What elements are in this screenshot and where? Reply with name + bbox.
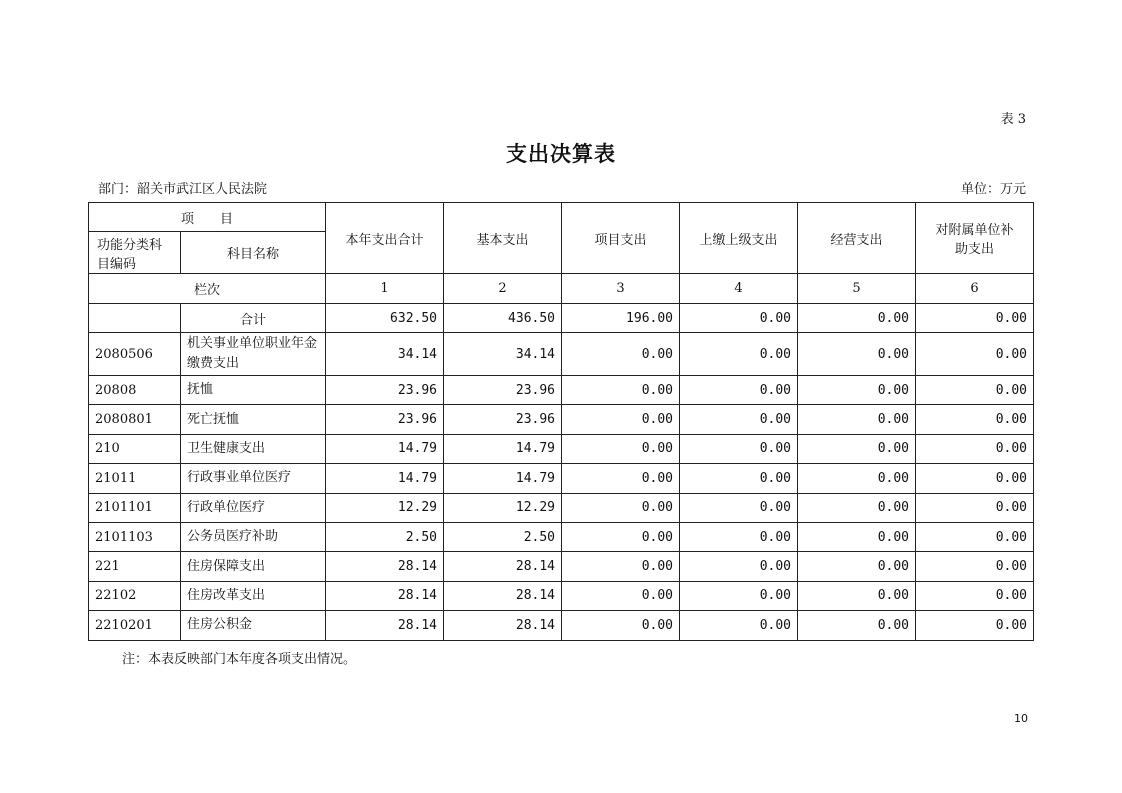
value-cell-4: 0.00 <box>680 581 798 610</box>
value-cell-2: 14.79 <box>444 434 562 463</box>
total-value-3: 196.00 <box>562 304 680 333</box>
row-index-1: 1 <box>326 274 444 304</box>
subject-name: 住房保障支出 <box>181 552 326 581</box>
table-row <box>89 581 1034 610</box>
function-code: 20808 <box>89 376 181 405</box>
row-index-2: 2 <box>444 274 562 304</box>
value-cell-3: 0.00 <box>562 522 680 551</box>
header-col-5: 经营支出 <box>798 203 916 274</box>
table-note: 注：本表反映部门本年度各项支出情况。 <box>122 652 357 667</box>
function-code: 2080801 <box>89 405 181 434</box>
value-cell-2: 28.14 <box>444 611 562 640</box>
value-cell-3: 0.00 <box>562 611 680 640</box>
value-cell-5: 0.00 <box>798 581 916 610</box>
row-index-3: 3 <box>562 274 680 304</box>
function-code: 2210201 <box>89 611 181 640</box>
table-row <box>89 434 1034 463</box>
total-value-4: 0.00 <box>680 304 798 333</box>
value-cell-1: 28.14 <box>326 581 444 610</box>
function-code: 210 <box>89 434 181 463</box>
value-cell-2: 28.14 <box>444 581 562 610</box>
value-cell-1: 14.79 <box>326 434 444 463</box>
value-cell-5: 0.00 <box>798 552 916 581</box>
value-cell-4: 0.00 <box>680 333 798 376</box>
value-cell-6: 0.00 <box>916 611 1034 640</box>
subject-name: 死亡抚恤 <box>181 405 326 434</box>
value-cell-2: 2.50 <box>444 522 562 551</box>
value-cell-1: 12.29 <box>326 493 444 522</box>
function-code: 2080506 <box>89 333 181 376</box>
subject-name: 抚恤 <box>181 376 326 405</box>
value-cell-4: 0.00 <box>680 522 798 551</box>
value-cell-4: 0.00 <box>680 611 798 640</box>
subject-name: 机关事业单位职业年金缴费支出 <box>181 333 326 376</box>
value-cell-4: 0.00 <box>680 434 798 463</box>
value-cell-6: 0.00 <box>916 376 1034 405</box>
value-cell-2: 12.29 <box>444 493 562 522</box>
function-code: 2101101 <box>89 493 181 522</box>
value-cell-5: 0.00 <box>798 434 916 463</box>
header-row <box>89 203 1034 232</box>
page-number: 10 <box>1014 712 1028 725</box>
value-cell-6: 0.00 <box>916 464 1034 493</box>
value-cell-1: 28.14 <box>326 611 444 640</box>
value-cell-2: 14.79 <box>444 464 562 493</box>
function-code: 21011 <box>89 464 181 493</box>
subject-name: 卫生健康支出 <box>181 434 326 463</box>
value-cell-6: 0.00 <box>916 434 1034 463</box>
value-cell-5: 0.00 <box>798 333 916 376</box>
table-row <box>89 493 1034 522</box>
table-row <box>89 522 1034 551</box>
subject-name: 住房改革支出 <box>181 581 326 610</box>
value-cell-6: 0.00 <box>916 552 1034 581</box>
total-value-5: 0.00 <box>798 304 916 333</box>
total-row <box>89 304 1034 333</box>
total-code-cell <box>89 304 181 333</box>
value-cell-3: 0.00 <box>562 581 680 610</box>
value-cell-6: 0.00 <box>916 522 1034 551</box>
value-cell-6: 0.00 <box>916 333 1034 376</box>
table-row <box>89 333 1034 376</box>
header-col-2: 基本支出 <box>444 203 562 274</box>
header-subject-name: 科目名称 <box>181 232 326 274</box>
value-cell-4: 0.00 <box>680 464 798 493</box>
value-cell-4: 0.00 <box>680 493 798 522</box>
value-cell-3: 0.00 <box>562 333 680 376</box>
value-cell-2: 23.96 <box>444 405 562 434</box>
value-cell-3: 0.00 <box>562 552 680 581</box>
value-cell-1: 34.14 <box>326 333 444 376</box>
unit-label: 单位：万元 <box>960 182 1026 197</box>
value-cell-2: 23.96 <box>444 376 562 405</box>
value-cell-6: 0.00 <box>916 405 1034 434</box>
header-item: 项 目 <box>89 203 326 232</box>
value-cell-2: 28.14 <box>444 552 562 581</box>
value-cell-2: 34.14 <box>444 333 562 376</box>
function-code: 221 <box>89 552 181 581</box>
table-row <box>89 376 1034 405</box>
value-cell-6: 0.00 <box>916 493 1034 522</box>
value-cell-4: 0.00 <box>680 376 798 405</box>
value-cell-6: 0.00 <box>916 581 1034 610</box>
index-row <box>89 274 1034 304</box>
subject-name: 行政事业单位医疗 <box>181 464 326 493</box>
total-value-1: 632.50 <box>326 304 444 333</box>
value-cell-1: 23.96 <box>326 405 444 434</box>
value-cell-5: 0.00 <box>798 405 916 434</box>
value-cell-1: 28.14 <box>326 552 444 581</box>
value-cell-3: 0.00 <box>562 493 680 522</box>
total-label: 合计 <box>181 304 326 333</box>
value-cell-1: 14.79 <box>326 464 444 493</box>
total-value-2: 436.50 <box>444 304 562 333</box>
header-col-1: 本年支出合计 <box>326 203 444 274</box>
value-cell-5: 0.00 <box>798 464 916 493</box>
row-index-5: 5 <box>798 274 916 304</box>
table-row <box>89 464 1034 493</box>
value-cell-1: 23.96 <box>326 376 444 405</box>
subject-name: 住房公积金 <box>181 611 326 640</box>
header-col-3: 项目支出 <box>562 203 680 274</box>
expenditure-table <box>88 202 1034 641</box>
value-cell-3: 0.00 <box>562 434 680 463</box>
subject-name: 行政单位医疗 <box>181 493 326 522</box>
row-index-6: 6 <box>916 274 1034 304</box>
value-cell-5: 0.00 <box>798 376 916 405</box>
value-cell-5: 0.00 <box>798 611 916 640</box>
table-row <box>89 405 1034 434</box>
header-col-6: 对附属单位补助支出 <box>916 203 1034 274</box>
value-cell-3: 0.00 <box>562 376 680 405</box>
function-code: 22102 <box>89 581 181 610</box>
table-row <box>89 611 1034 640</box>
page-title: 支出决算表 <box>506 142 616 166</box>
function-code: 2101103 <box>89 522 181 551</box>
total-value-6: 0.00 <box>916 304 1034 333</box>
value-cell-5: 0.00 <box>798 522 916 551</box>
header-col-4: 上缴上级支出 <box>680 203 798 274</box>
row-index-4: 4 <box>680 274 798 304</box>
subject-name: 公务员医疗补助 <box>181 522 326 551</box>
value-cell-4: 0.00 <box>680 405 798 434</box>
row-index-label: 栏次 <box>89 274 326 304</box>
value-cell-3: 0.00 <box>562 464 680 493</box>
table-number: 表 3 <box>1000 112 1026 127</box>
table-row <box>89 552 1034 581</box>
department-label: 部门：韶关市武江区人民法院 <box>98 182 268 197</box>
value-cell-4: 0.00 <box>680 552 798 581</box>
header-func-code: 功能分类科目编码 <box>89 232 181 274</box>
value-cell-1: 2.50 <box>326 522 444 551</box>
value-cell-3: 0.00 <box>562 405 680 434</box>
value-cell-5: 0.00 <box>798 493 916 522</box>
